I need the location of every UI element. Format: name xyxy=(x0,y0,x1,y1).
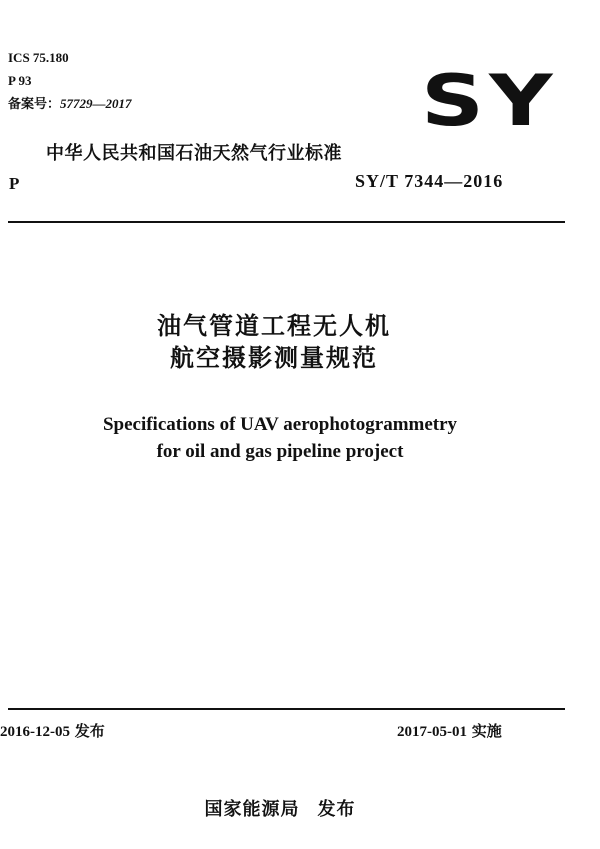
english-title-line-2: for oil and gas pipeline project xyxy=(156,441,404,462)
issue-date-value: 2016-12-05 xyxy=(0,724,70,740)
record-number-value: 57729—2017 xyxy=(60,96,132,111)
issuer-name: 国家能源局 xyxy=(204,799,300,820)
footer-divider xyxy=(8,708,565,710)
issuer-action: 发布 xyxy=(317,799,356,820)
record-number xyxy=(8,96,132,112)
header-divider xyxy=(8,221,565,223)
issuing-authority xyxy=(0,795,560,821)
sy-logo: SY xyxy=(421,60,558,142)
record-label: 备案号： xyxy=(8,96,61,111)
standard-number: SY/T 7344—2016 xyxy=(355,171,504,191)
chinese-title-line-1: 油气管道工程无人机 xyxy=(157,312,391,340)
standard-category: P xyxy=(9,174,20,193)
issue-label: 发布 xyxy=(74,722,105,740)
chinese-title-line-2: 航空摄影测量规范 xyxy=(170,344,378,372)
issue-date xyxy=(0,720,105,741)
implementation-label: 实施 xyxy=(471,722,502,740)
implementation-date xyxy=(397,720,502,741)
ccs-code: P 93 xyxy=(8,73,32,88)
industry-standard-heading: 中华人民共和国石油天然气行业标准 xyxy=(46,143,342,164)
ics-code: ICS 75.180 xyxy=(8,50,69,65)
implementation-date-value: 2017-05-01 xyxy=(397,724,467,740)
english-title-line-1: Specifications of UAV aerophotogrammetry xyxy=(102,414,458,435)
